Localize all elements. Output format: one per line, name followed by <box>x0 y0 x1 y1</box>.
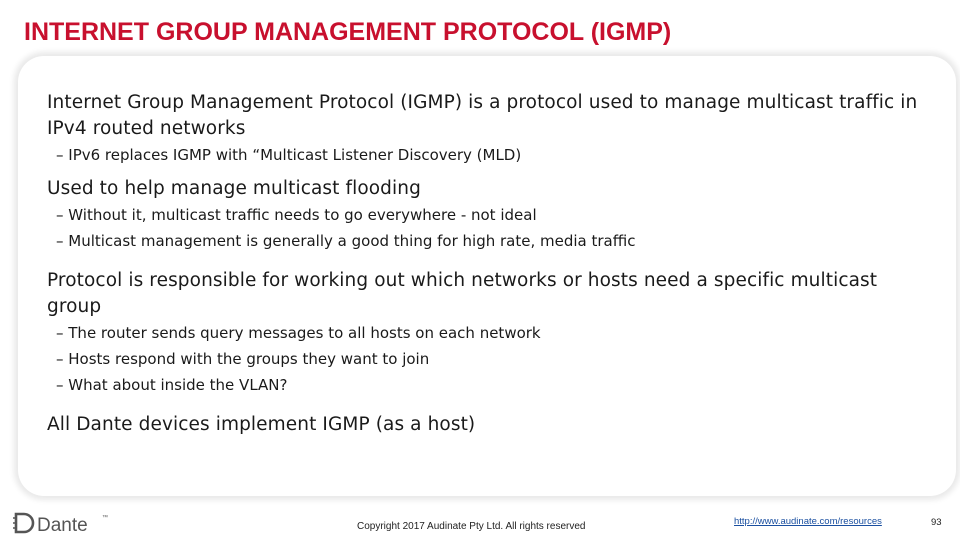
footer-copyright: Copyright 2017 Audinate Pty Ltd. All rights reserved <box>357 521 586 532</box>
slide-body <box>47 90 927 438</box>
sub-bullet-2-1: – Hosts respond with the groups they want to join <box>56 350 430 368</box>
bullet-3: All Dante devices implement IGMP (as a host) <box>47 414 476 435</box>
sub-bullet-1-1: – Multicast management is generally a good thing for high rate, media traffic <box>56 232 636 250</box>
sub-bullet-0-0: – IPv6 replaces IGMP with “Multicast Listener Discovery (MLD) <box>56 146 522 164</box>
sub-bullet-2-0: – The router sends query messages to all hosts on each network <box>56 324 541 342</box>
sub-bullet-1-0: – Without it, multicast traffic needs to go everywhere - not ideal <box>56 206 537 224</box>
dante-logo-text: Dante <box>37 515 88 536</box>
bullet-1: Used to help manage multicast flooding <box>47 178 421 199</box>
dante-logo-icon <box>12 508 112 538</box>
bullet-2: Protocol is responsible for working out which networks or hosts need a specific multicast group <box>47 270 878 317</box>
dante-logo-tm: ™ <box>102 515 108 521</box>
resources-link[interactable]: http://www.audinate.com/resources <box>734 516 882 527</box>
page-number: 93 <box>931 517 942 528</box>
dante-logo <box>12 508 112 538</box>
sub-bullet-2-2: – What about inside the VLAN? <box>56 376 288 394</box>
bullet-0: Internet Group Management Protocol (IGMP) is a protocol used to manage multicast traffic in IPv4 routed networks <box>47 92 918 139</box>
slide-title: INTERNET GROUP MANAGEMENT PROTOCOL (IGMP) <box>24 18 672 46</box>
